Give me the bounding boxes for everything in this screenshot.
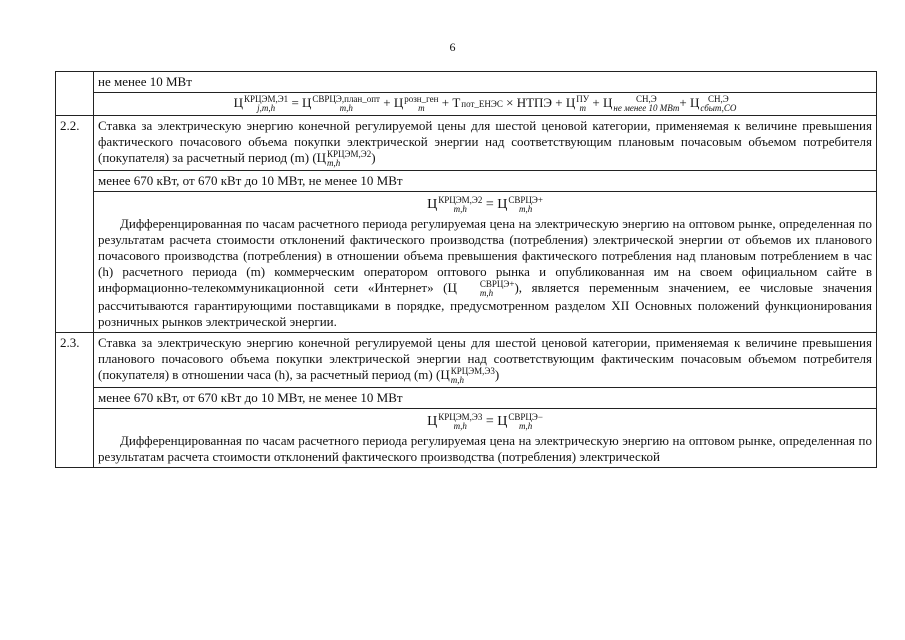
- table-row: [56, 409, 877, 468]
- table-row: [56, 72, 877, 93]
- description-text: Дифференцированная по часам расчетного периода регулируемая цена на электрическую энергию на оптовом рынке, определенная по результатам расчета стоимости отклонений фактического производства (потребления) электрической энергии от объемов их планового почасового производства (потребления) в отношении объема превышения фактического потребления над плановым потреблением в час (h) расчетного периода (m) коммерческим оператором оптового рынка и опубликованная им на своем официальном сайте в информационно-телекоммуникационной сети «Интернет» (Ц СВРЦЭ+ m,h ), является переменным значением, ее числовые значения рассчитываются гарантирующими поставщиками в порядке, предусмотренном разделом XII Основных положений функционирования розничных рынков электрической энергии.: [98, 216, 872, 330]
- table-row: [56, 171, 877, 192]
- formula-kr-e1: Ц КРЦЭМ,Э1 j,m,h = Ц СВРЦЭ,план_опт m,h + Ц розн_ген m + Т пот_ЕНЭС × НТПЭ + Ц ПУ m + Ц СН,Э не менее 10 МВт + Ц СН,Э сбыт,СО: [94, 93, 877, 116]
- formula-kr-e3: Ц КРЦЭМ,Э3 m,h = Ц СВРЦЭ− m,h: [427, 411, 543, 431]
- voltage-category: не менее 10 МВт: [94, 72, 877, 93]
- table-row: [56, 192, 877, 333]
- table-row: [56, 388, 877, 409]
- formula-description: [94, 409, 877, 468]
- row-number-empty: [56, 72, 94, 116]
- section-title: Ставка за электрическую энергию конечной регулируемой цены для шестой ценовой категории, применяемая к величине превышения планового почасового объема покупки электрической энергии над соответствующим фактическим почасовым объемом потребителя (покупателя) в отношении часа (h), за расчетный период (m) (Ц КРЦЭМ,Э3 m,h ): [94, 333, 877, 388]
- row-number: 2.2.: [56, 116, 94, 333]
- table-row: [56, 333, 877, 388]
- table-row: [56, 116, 877, 171]
- formula-description: [94, 192, 877, 333]
- table-row: [56, 93, 877, 116]
- page-number: 6: [449, 40, 456, 54]
- row-number: 2.3.: [56, 333, 94, 468]
- description-text: Дифференцированная по часам расчетного периода регулируемая цена на электрическую энергию на оптовом рынке, определенная по результатам расчета стоимости отклонений фактического производства (потребления) электрической: [98, 433, 872, 465]
- voltage-category: менее 670 кВт, от 670 кВт до 10 МВт, не менее 10 МВт: [94, 171, 877, 192]
- voltage-category: менее 670 кВт, от 670 кВт до 10 МВт, не менее 10 МВт: [94, 388, 877, 409]
- formula-kr-e2: Ц КРЦЭМ,Э2 m,h = Ц СВРЦЭ+ m,h: [427, 194, 543, 214]
- tariff-table: [55, 71, 877, 468]
- section-title: Ставка за электрическую энергию конечной регулируемой цены для шестой ценовой категории, применяемая к величине превышения фактического почасового объема покупки электрической энергии над соответствующим плановым почасовым объемом потребителя (покупателя) за расчетный период (m) (Ц КРЦЭМ,Э2 m,h ): [94, 116, 877, 171]
